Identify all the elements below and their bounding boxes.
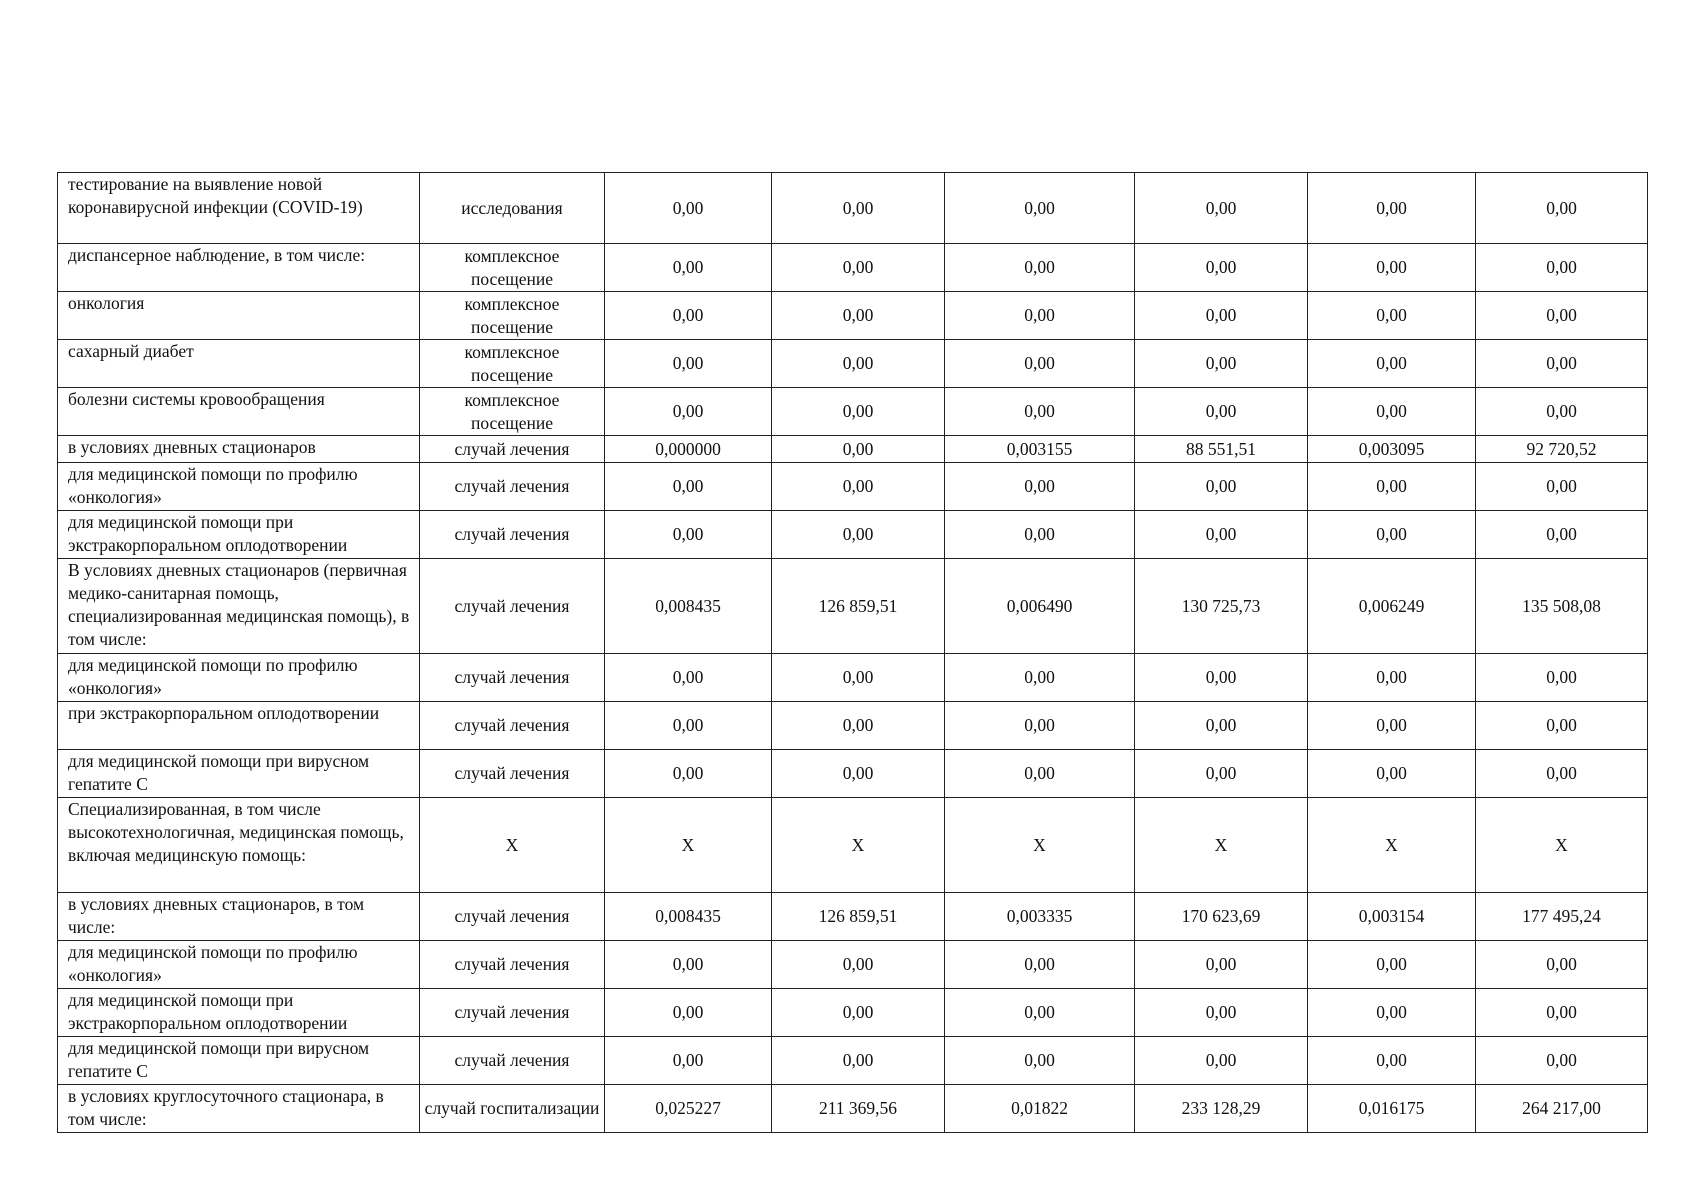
unit-cell: исследования: [420, 173, 605, 244]
value-cell: 0,00: [945, 511, 1135, 559]
value-cell: 177 495,24: [1476, 893, 1648, 941]
value-cell: 0,00: [1135, 511, 1308, 559]
value-cell: Х: [772, 798, 945, 893]
table-row: [58, 1037, 1648, 1085]
value-cell: 0,00: [1308, 654, 1476, 702]
value-cell: 0,003154: [1308, 893, 1476, 941]
row-name-cell: для медицинской помощи при экстракорпоральном оплодотворении: [58, 511, 420, 559]
value-cell: 0,00: [1476, 292, 1648, 340]
value-cell: 0,00: [945, 244, 1135, 292]
unit-cell: комплексное посещение: [420, 292, 605, 340]
value-cell: 0,00: [605, 292, 772, 340]
value-cell: 0,00: [1476, 511, 1648, 559]
row-name-cell: для медицинской помощи по профилю «онкология»: [58, 463, 420, 511]
value-cell: 0,00: [772, 463, 945, 511]
value-cell: 0,00: [1135, 340, 1308, 388]
table-row: [58, 244, 1648, 292]
table-row: [58, 989, 1648, 1037]
value-cell: 88 551,51: [1135, 436, 1308, 463]
unit-cell: случай лечения: [420, 559, 605, 654]
value-cell: 0,00: [772, 941, 945, 989]
row-name-cell: Специализированная, в том числе высокотехнологичная, медицинская помощь, включая медицинскую помощь:: [58, 798, 420, 893]
value-cell: 0,00: [1308, 244, 1476, 292]
value-cell: 0,00: [1476, 244, 1648, 292]
value-cell: 0,00: [1135, 702, 1308, 750]
value-cell: 0,00: [945, 654, 1135, 702]
row-name-cell: в условиях дневных стационаров: [58, 436, 420, 463]
value-cell: 0,00: [1476, 340, 1648, 388]
value-cell: 0,00: [605, 941, 772, 989]
row-name-cell: при экстракорпоральном оплодотворении: [58, 702, 420, 750]
value-cell: 0,00: [945, 989, 1135, 1037]
value-cell: 0,00: [772, 750, 945, 798]
value-cell: 0,00: [605, 511, 772, 559]
row-name-cell: в условиях круглосуточного стационара, в том числе:: [58, 1085, 420, 1133]
unit-cell: случай лечения: [420, 750, 605, 798]
value-cell: 0,00: [605, 654, 772, 702]
table-row: [58, 511, 1648, 559]
value-cell: 0,00: [772, 436, 945, 463]
value-cell: 0,006490: [945, 559, 1135, 654]
value-cell: 0,00: [605, 340, 772, 388]
value-cell: 0,00: [772, 173, 945, 244]
value-cell: 0,00: [1308, 463, 1476, 511]
value-cell: 0,003335: [945, 893, 1135, 941]
value-cell: 0,00: [945, 173, 1135, 244]
unit-cell: случай лечения: [420, 436, 605, 463]
unit-cell: Х: [420, 798, 605, 893]
value-cell: 0,008435: [605, 893, 772, 941]
row-name-cell: для медицинской помощи при вирусном гепатите С: [58, 1037, 420, 1085]
value-cell: 0,00: [1476, 463, 1648, 511]
value-cell: 0,00: [1308, 388, 1476, 436]
value-cell: 0,00: [605, 750, 772, 798]
row-name-cell: для медицинской помощи при экстракорпоральном оплодотворении: [58, 989, 420, 1037]
value-cell: 0,025227: [605, 1085, 772, 1133]
value-cell: 0,00: [772, 340, 945, 388]
value-cell: 0,00: [1135, 750, 1308, 798]
value-cell: 0,00: [1476, 1037, 1648, 1085]
table-body: [58, 173, 1648, 1133]
unit-cell: случай лечения: [420, 654, 605, 702]
value-cell: 92 720,52: [1476, 436, 1648, 463]
value-cell: 0,00: [1135, 292, 1308, 340]
value-cell: 0,00: [1135, 173, 1308, 244]
value-cell: 0,00: [1308, 989, 1476, 1037]
value-cell: 0,00: [1476, 654, 1648, 702]
table-row: [58, 340, 1648, 388]
unit-cell: комплексное посещение: [420, 388, 605, 436]
row-name-cell: для медицинской помощи по профилю «онкология»: [58, 941, 420, 989]
value-cell: 0,00: [1308, 1037, 1476, 1085]
table-row: [58, 173, 1648, 244]
value-cell: 0,00: [1476, 388, 1648, 436]
value-cell: 0,00: [1308, 292, 1476, 340]
value-cell: 0,00: [945, 292, 1135, 340]
table-row: [58, 941, 1648, 989]
value-cell: 0,00: [945, 941, 1135, 989]
row-name-cell: онкология: [58, 292, 420, 340]
value-cell: 0,000000: [605, 436, 772, 463]
value-cell: 0,00: [1476, 173, 1648, 244]
table-row: [58, 798, 1648, 893]
unit-cell: комплексное посещение: [420, 244, 605, 292]
value-cell: 0,00: [1476, 750, 1648, 798]
row-name-cell: для медицинской помощи по профилю «онкология»: [58, 654, 420, 702]
value-cell: 0,00: [1135, 989, 1308, 1037]
value-cell: 0,00: [1135, 941, 1308, 989]
value-cell: 0,00: [1476, 941, 1648, 989]
value-cell: 0,00: [1135, 463, 1308, 511]
value-cell: 0,00: [945, 750, 1135, 798]
table-row: [58, 436, 1648, 463]
value-cell: 0,00: [1135, 654, 1308, 702]
value-cell: 0,00: [772, 654, 945, 702]
value-cell: 0,00: [945, 1037, 1135, 1085]
table-row: [58, 702, 1648, 750]
value-cell: 0,00: [945, 463, 1135, 511]
unit-cell: случай лечения: [420, 702, 605, 750]
value-cell: 0,008435: [605, 559, 772, 654]
value-cell: 0,01822: [945, 1085, 1135, 1133]
row-name-cell: для медицинской помощи при вирусном гепатите С: [58, 750, 420, 798]
value-cell: 0,00: [1135, 388, 1308, 436]
value-cell: 0,016175: [1308, 1085, 1476, 1133]
value-cell: Х: [1135, 798, 1308, 893]
row-name-cell: в условиях дневных стационаров, в том числе:: [58, 893, 420, 941]
table-row: [58, 388, 1648, 436]
value-cell: 135 508,08: [1476, 559, 1648, 654]
value-cell: 126 859,51: [772, 893, 945, 941]
medical-care-volume-table: [57, 172, 1648, 1133]
unit-cell: случай госпитализации: [420, 1085, 605, 1133]
value-cell: 0,00: [1308, 173, 1476, 244]
row-name-cell: В условиях дневных стационаров (первичная медико-санитарная помощь, специализированная медицинская помощь), в том числе:: [58, 559, 420, 654]
unit-cell: случай лечения: [420, 989, 605, 1037]
value-cell: 0,00: [1308, 941, 1476, 989]
unit-cell: комплексное посещение: [420, 340, 605, 388]
value-cell: 211 369,56: [772, 1085, 945, 1133]
value-cell: 0,00: [772, 1037, 945, 1085]
row-name-cell: диспансерное наблюдение, в том числе:: [58, 244, 420, 292]
value-cell: 0,00: [1476, 989, 1648, 1037]
value-cell: 0,00: [772, 388, 945, 436]
value-cell: Х: [1308, 798, 1476, 893]
table-row: [58, 292, 1648, 340]
value-cell: 0,00: [945, 388, 1135, 436]
value-cell: 0,00: [945, 340, 1135, 388]
value-cell: 0,00: [605, 1037, 772, 1085]
unit-cell: случай лечения: [420, 1037, 605, 1085]
table-row: [58, 463, 1648, 511]
value-cell: 0,006249: [1308, 559, 1476, 654]
unit-cell: случай лечения: [420, 941, 605, 989]
table-row: [58, 893, 1648, 941]
value-cell: Х: [945, 798, 1135, 893]
value-cell: 0,003095: [1308, 436, 1476, 463]
value-cell: 0,00: [605, 463, 772, 511]
value-cell: 0,00: [1308, 511, 1476, 559]
value-cell: 0,00: [1135, 244, 1308, 292]
value-cell: 126 859,51: [772, 559, 945, 654]
value-cell: 0,00: [605, 244, 772, 292]
table-row: [58, 654, 1648, 702]
unit-cell: случай лечения: [420, 463, 605, 511]
value-cell: 0,00: [605, 702, 772, 750]
row-name-cell: сахарный диабет: [58, 340, 420, 388]
value-cell: 0,00: [772, 989, 945, 1037]
value-cell: 0,00: [772, 702, 945, 750]
value-cell: 0,00: [1135, 1037, 1308, 1085]
value-cell: 0,00: [772, 511, 945, 559]
value-cell: 0,00: [1308, 340, 1476, 388]
value-cell: 0,00: [605, 388, 772, 436]
value-cell: 0,00: [772, 292, 945, 340]
value-cell: 0,00: [1308, 702, 1476, 750]
table-row: [58, 750, 1648, 798]
value-cell: 0,00: [605, 173, 772, 244]
value-cell: 0,00: [1476, 702, 1648, 750]
value-cell: 0,00: [945, 702, 1135, 750]
table-row: [58, 559, 1648, 654]
value-cell: 233 128,29: [1135, 1085, 1308, 1133]
value-cell: 0,003155: [945, 436, 1135, 463]
unit-cell: случай лечения: [420, 511, 605, 559]
unit-cell: случай лечения: [420, 893, 605, 941]
value-cell: 0,00: [1308, 750, 1476, 798]
value-cell: Х: [605, 798, 772, 893]
value-cell: 170 623,69: [1135, 893, 1308, 941]
value-cell: 130 725,73: [1135, 559, 1308, 654]
row-name-cell: болезни системы кровообращения: [58, 388, 420, 436]
value-cell: 0,00: [605, 989, 772, 1037]
table-row: [58, 1085, 1648, 1133]
value-cell: Х: [1476, 798, 1648, 893]
row-name-cell: тестирование на выявление новой коронавирусной инфекции (COVID-19): [58, 173, 420, 244]
value-cell: 0,00: [772, 244, 945, 292]
value-cell: 264 217,00: [1476, 1085, 1648, 1133]
